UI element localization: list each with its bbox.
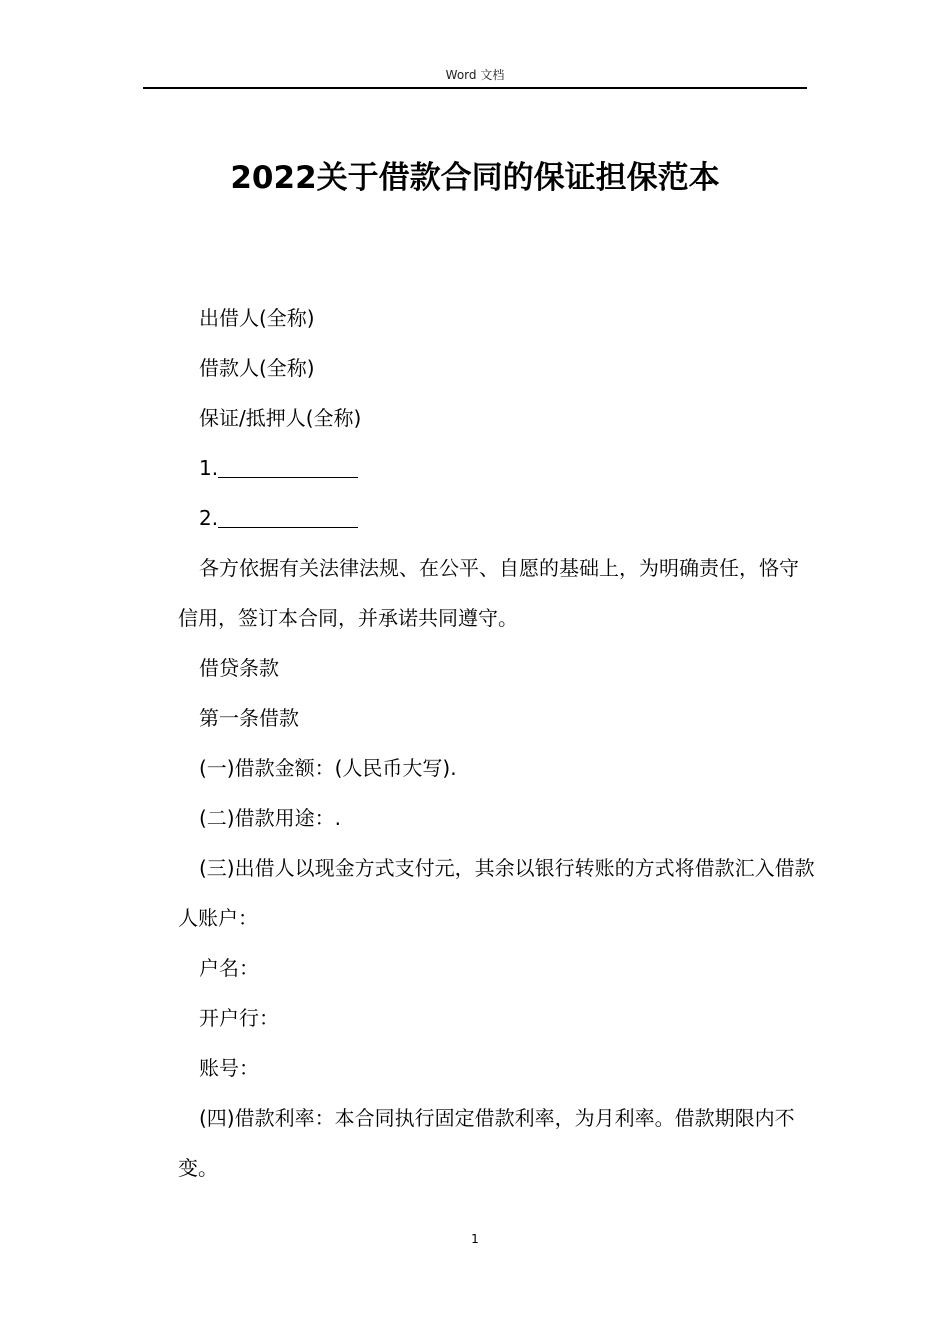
section-heading: 借贷条款 [199,656,279,680]
guarantor-item-1 [178,443,818,493]
lender-line: 出借人(全称) [199,306,315,330]
guarantor-line: 保证/抵押人(全称) [199,406,362,430]
article-1-heading: 第一条借款 [199,706,299,730]
guarantor-item-2 [178,493,818,543]
bank-line: 开户行： [199,1006,279,1030]
account-name-line: 户名： [199,956,259,980]
blank-fill-line-2 [218,507,358,528]
clause-1: (一)借款金额：(人民币大写). [199,756,457,780]
page-header: Word 文档 [445,68,505,82]
document-body [178,293,818,1193]
borrower-line: 借款人(全称) [199,356,315,380]
guarantor-item-2-label: 2. [199,506,219,530]
clause-4: (四)借款利率：本合同执行固定借款利率，为月利率。借款期限内不变。 [178,1106,795,1180]
account-number-line: 账号： [199,1056,259,1080]
guarantor-item-1-label: 1. [199,456,219,480]
clause-3: (三)出借人以现金方式支付元，其余以银行转账的方式将借款汇入借款人账户： [178,856,815,930]
clause-2: (二)借款用途：. [199,806,341,830]
document-title: 2022关于借款合同的保证担保范本 [230,160,720,196]
header-rule [143,87,807,89]
page-number: 1 [471,1232,479,1246]
blank-fill-line-1 [218,457,358,478]
preamble-paragraph: 各方依据有关法律法规、在公平、自愿的基础上，为明确责任，恪守信用，签订本合同，并承诺共同遵守。 [178,556,799,630]
